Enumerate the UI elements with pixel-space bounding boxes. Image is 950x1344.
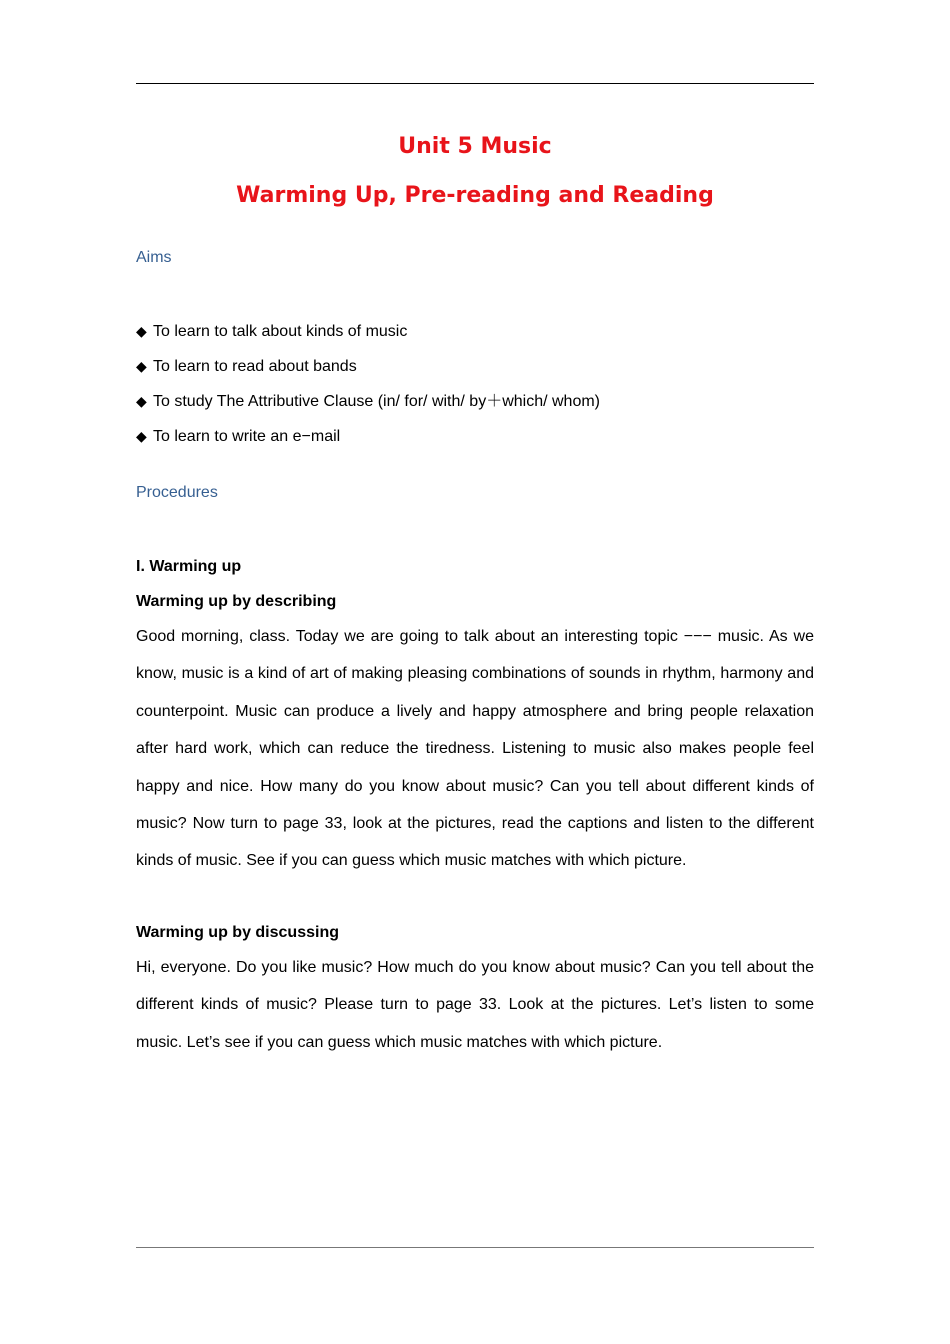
diamond-bullet-icon: ◆ (136, 428, 147, 444)
aims-heading: Aims (136, 249, 172, 266)
diamond-bullet-icon: ◆ (136, 323, 147, 339)
subheading-discussing: Warming up by discussing (136, 924, 339, 941)
aim-item (136, 426, 600, 461)
document-title: Unit 5 Music (398, 134, 552, 159)
diamond-bullet-icon: ◆ (136, 393, 147, 409)
aim-text: To learn to talk about kinds of music (153, 323, 408, 340)
procedures-heading: Procedures (136, 484, 218, 501)
aims-list (136, 321, 600, 461)
diamond-bullet-icon: ◆ (136, 358, 147, 374)
aim-text: To study The Attributive Clause (in/ for/ with/ by＋which/ whom) (153, 393, 600, 410)
aim-item (136, 356, 600, 391)
aim-item (136, 321, 600, 356)
header-rule (136, 83, 814, 84)
aim-item (136, 391, 600, 426)
paragraph-describing: Good morning, class. Today we are going to talk about an interesting topic −−− music. As we know, music is a kind of art of making pleasing combinations of sounds in rhythm, harmony and counterpoint. Music can produce a lively and happy atmosphere and bring people relaxation after hard work, which can reduce the tiredness. Listening to music also makes people feel happy and nice. How many do you know about music? Can you tell about different kinds of music? Now turn to page 33, look at the pictures, read the captions and listen to the different kinds of music. See if you can guess which music matches with which picture. (136, 628, 814, 870)
document-subtitle: Warming Up, Pre-reading and Reading (236, 183, 714, 208)
subheading-describing: Warming up by describing (136, 593, 337, 610)
aim-text: To learn to read about bands (153, 358, 357, 375)
part-heading-warming-up: I. Warming up (136, 558, 242, 575)
footer-rule (136, 1247, 814, 1248)
paragraph-discussing: Hi, everyone. Do you like music? How much do you know about music? Can you tell about the different kinds of music? Please turn to page 33. Look at the pictures. Let’s listen to some music. Let’s see if you can guess which music matches with which picture. (136, 959, 814, 1051)
aim-text: To learn to write an e−mail (153, 428, 341, 445)
